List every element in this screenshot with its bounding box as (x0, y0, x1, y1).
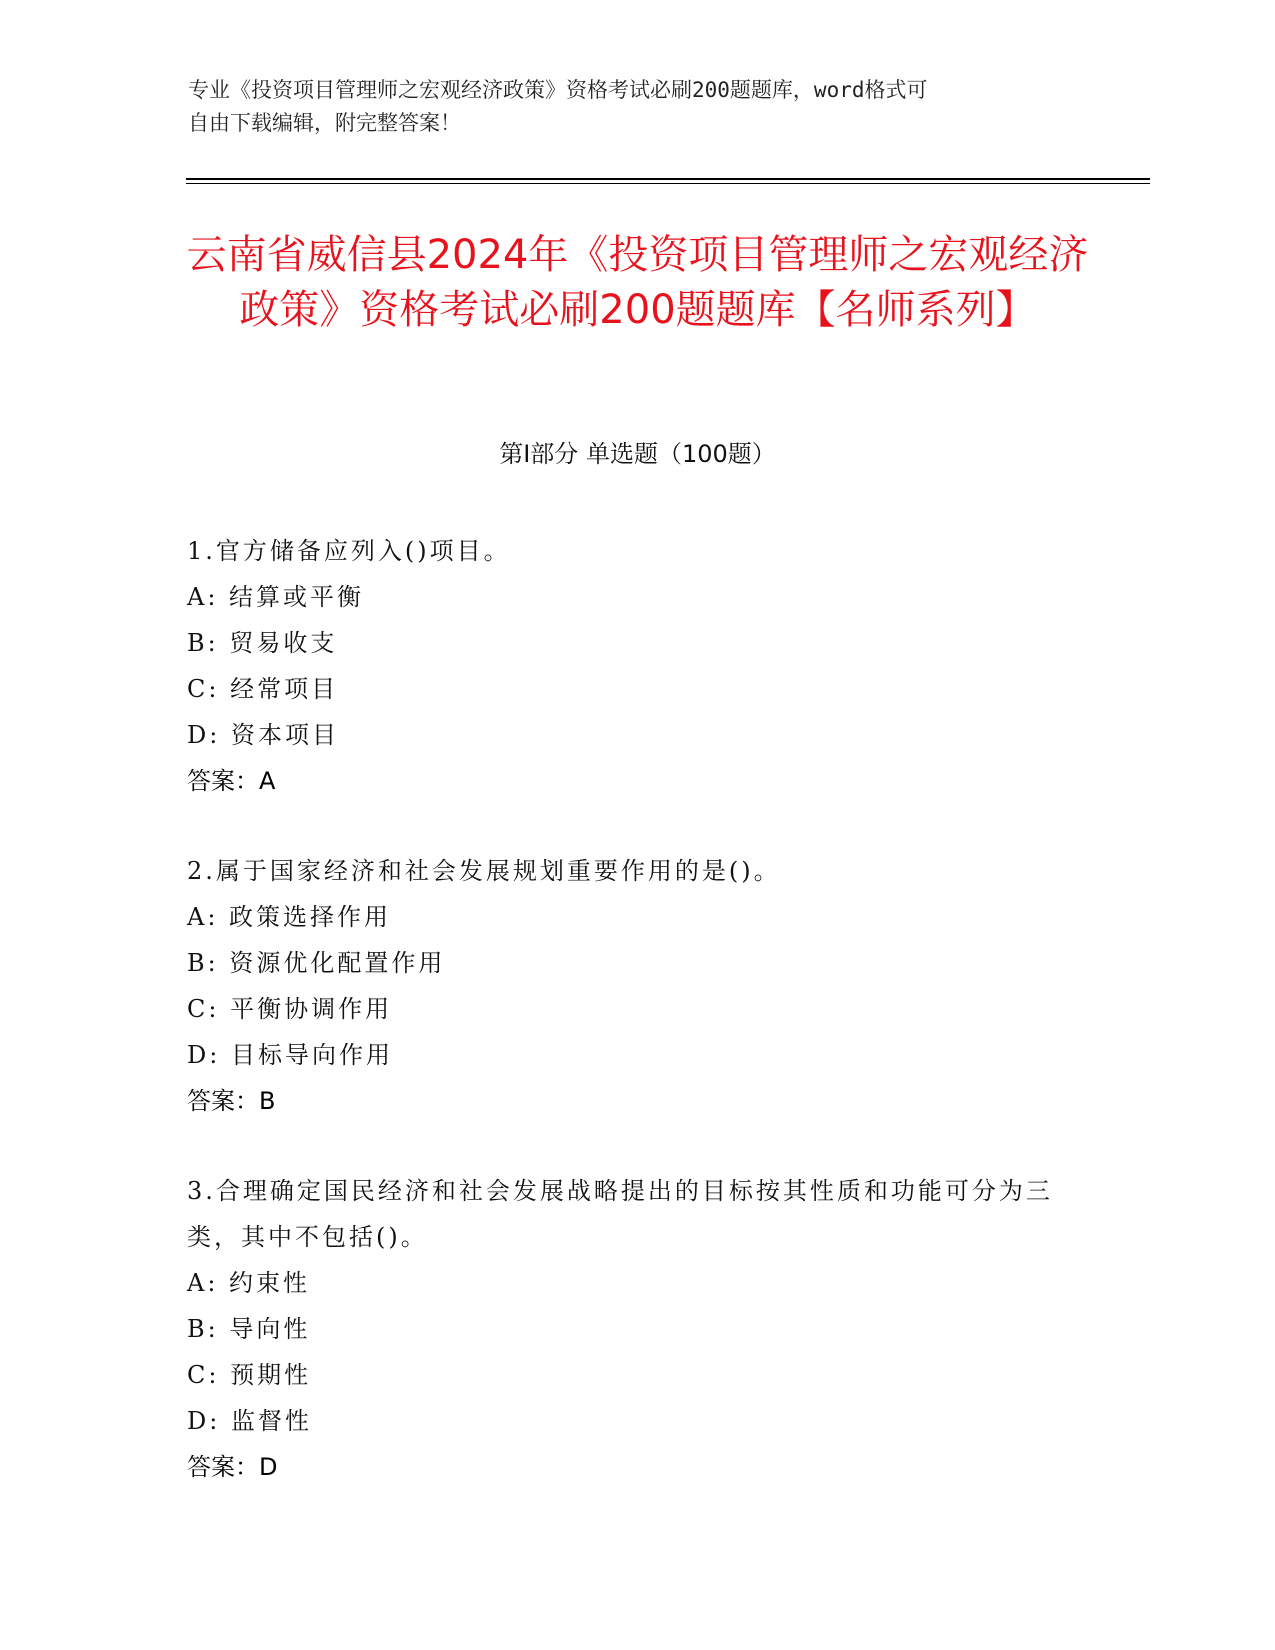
question-stem: 3.合理确定国民经济和社会发展战略提出的目标按其性质和功能可分为三类，其中不包括()。 (187, 1177, 1053, 1251)
option-d: D: 资本项目 (187, 721, 339, 749)
section-heading: 第I部分 单选题（100题） (499, 440, 776, 468)
question-2 (187, 848, 1067, 1124)
option-c: C: 平衡协调作用 (187, 995, 393, 1023)
answer: 答案：D (187, 1453, 278, 1481)
answer: 答案：B (187, 1087, 276, 1115)
option-a: A: 政策选择作用 (187, 903, 392, 931)
question-stem: 1.官方储备应列入()项目。 (187, 537, 511, 565)
document-title: 云南省威信县2024年《投资项目管理师之宏观经济政策》资格考试必刷200题题库【名师系列】 (186, 232, 1089, 333)
header-divider-thick (186, 178, 1150, 180)
option-d: D: 监督性 (187, 1407, 312, 1435)
question-1 (187, 528, 1067, 804)
header-line-2: 自由下载编辑，附完整答案！ (188, 111, 461, 135)
option-c: C: 预期性 (187, 1361, 312, 1389)
question-list (187, 528, 1067, 1534)
header-line-1: 专业《投资项目管理师之宏观经济政策》资格考试必刷200题题库，word格式可 (188, 78, 928, 102)
option-b: B: 贸易收支 (187, 629, 338, 657)
option-a: A: 结算或平衡 (187, 583, 365, 611)
answer: 答案：A (187, 767, 276, 795)
option-b: B: 导向性 (187, 1315, 311, 1343)
option-a: A: 约束性 (187, 1269, 311, 1297)
option-c: C: 经常项目 (187, 675, 339, 703)
question-3 (187, 1168, 1067, 1490)
header-divider-thin (186, 183, 1150, 184)
question-stem: 2.属于国家经济和社会发展规划重要作用的是()。 (187, 857, 781, 885)
option-d: D: 目标导向作用 (187, 1041, 393, 1069)
option-b: B: 资源优化配置作用 (187, 949, 446, 977)
header-note (188, 74, 1068, 140)
